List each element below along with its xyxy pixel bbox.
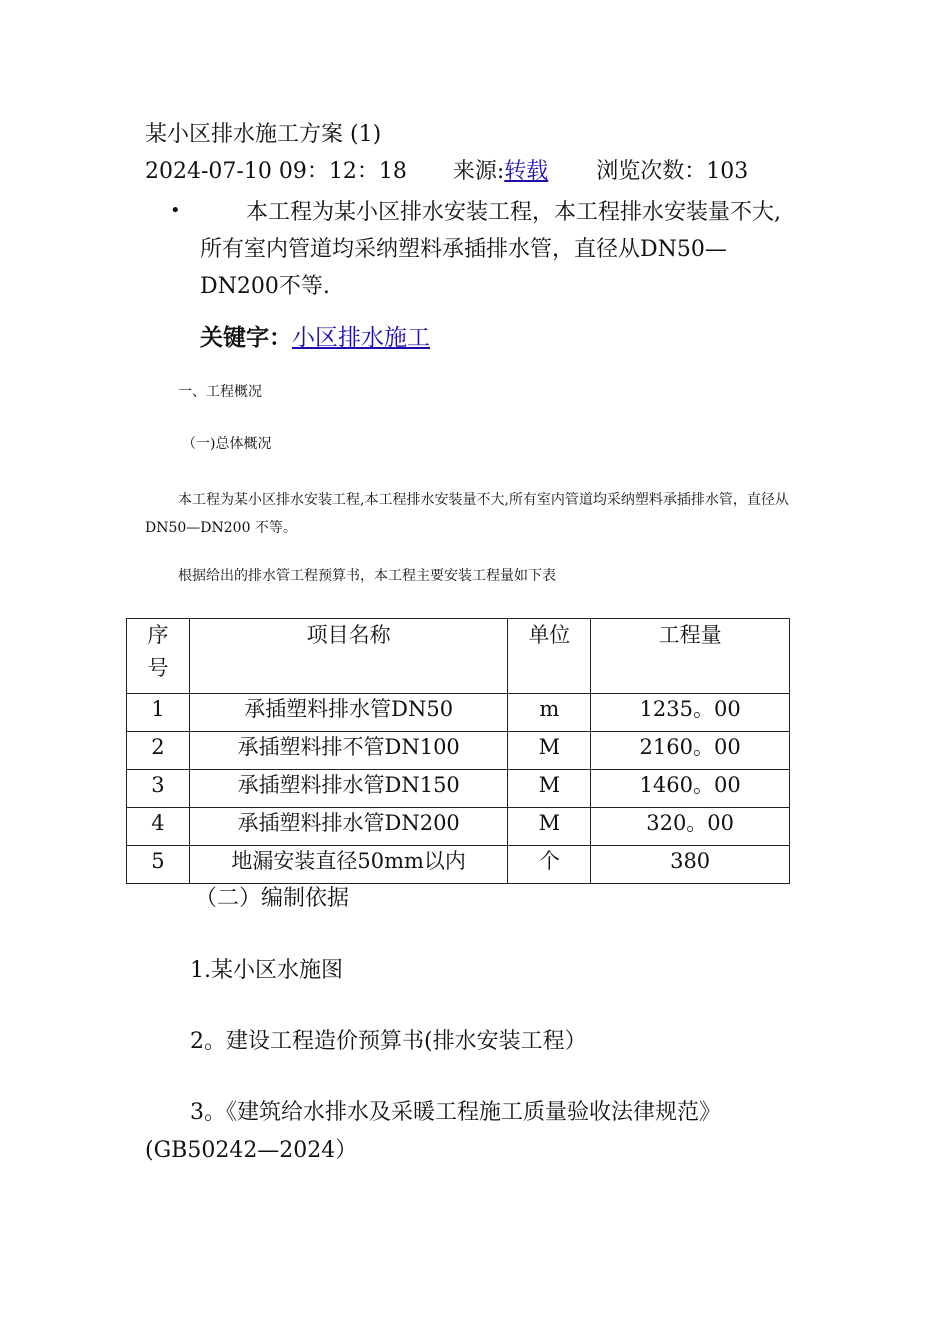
table-row: [127, 770, 790, 808]
cell-unit: M: [508, 770, 591, 808]
cell-index: 5: [127, 846, 190, 884]
header-item-name: 项目名称: [189, 619, 507, 694]
cell-item-name: 承插塑料排水管DN150: [189, 770, 507, 808]
overview-heading: 一、工程概况: [178, 384, 262, 400]
basis-item-3-continued: (GB50242—2024）: [145, 1138, 358, 1163]
keywords-line: [200, 322, 430, 354]
cell-index: 1: [127, 694, 190, 732]
source-link[interactable]: 转载: [504, 159, 549, 184]
cell-item-name: 承插塑料排水管DN50: [189, 694, 507, 732]
quantity-table: [126, 618, 790, 884]
cell-unit: M: [508, 808, 591, 846]
cell-item-name: 地漏安装直径50mm以内: [189, 846, 507, 884]
table-header-row: [127, 619, 790, 694]
header-quantity: 工程量: [591, 619, 790, 694]
intro-text: 本工程为某小区排水安装工程，本工程排水安装量不大,所有室内管道均采纳塑料承插排水管，直径从DN50—DN200不等.: [200, 200, 781, 299]
cell-item-name: 承插塑料排不管DN100: [189, 732, 507, 770]
article-title: 某小区排水施工方案 (1): [145, 122, 382, 147]
cell-item-name: 承插塑料排水管DN200: [189, 808, 507, 846]
table-intro: 根据给出的排水管工程预算书，本工程主要安装工程量如下表: [178, 568, 556, 584]
source-label: 来源:: [452, 159, 505, 184]
cell-index: 3: [127, 770, 190, 808]
cell-quantity: 380: [591, 846, 790, 884]
table-row: [127, 694, 790, 732]
publish-date: 2024-07-10 09：12：18: [145, 159, 407, 184]
table-row: [127, 846, 790, 884]
general-heading: （一)总体概况: [182, 436, 272, 452]
basis-item-3: 3。《建筑给水排水及采暖工程施工质量验收法律规范》: [190, 1100, 721, 1125]
article-meta: [145, 157, 748, 187]
cell-unit: 个: [508, 846, 591, 884]
bullet-icon: •: [170, 200, 181, 221]
cell-unit: m: [508, 694, 591, 732]
cell-index: 2: [127, 732, 190, 770]
cell-quantity: 1235。00: [591, 694, 790, 732]
table-row: [127, 808, 790, 846]
views-count: 103: [706, 159, 749, 184]
cell-quantity: 320。00: [591, 808, 790, 846]
keyword-link[interactable]: 小区排水施工: [292, 325, 430, 351]
header-index: [127, 619, 190, 694]
keywords-label: 关键字：: [200, 325, 292, 351]
basis-heading: （二）编制依据: [195, 886, 350, 911]
intro-paragraph: [200, 194, 800, 305]
basis-item-1: 1.某小区水施图: [190, 958, 343, 983]
views-label: 浏览次数：: [596, 159, 707, 184]
table-row: [127, 732, 790, 770]
header-index-text: 序号: [147, 623, 169, 680]
general-paragraph: 本工程为某小区排水安装工程,本工程排水安装量不大,所有室内管道均采纳塑料承插排水管，直径从 DN50—DN200 不等。: [145, 492, 789, 536]
header-unit: 单位: [508, 619, 591, 694]
cell-quantity: 2160。00: [591, 732, 790, 770]
basis-item-2: 2。建设工程造价预算书(排水安装工程）: [190, 1029, 587, 1054]
cell-index: 4: [127, 808, 190, 846]
cell-unit: M: [508, 732, 591, 770]
cell-quantity: 1460。00: [591, 770, 790, 808]
